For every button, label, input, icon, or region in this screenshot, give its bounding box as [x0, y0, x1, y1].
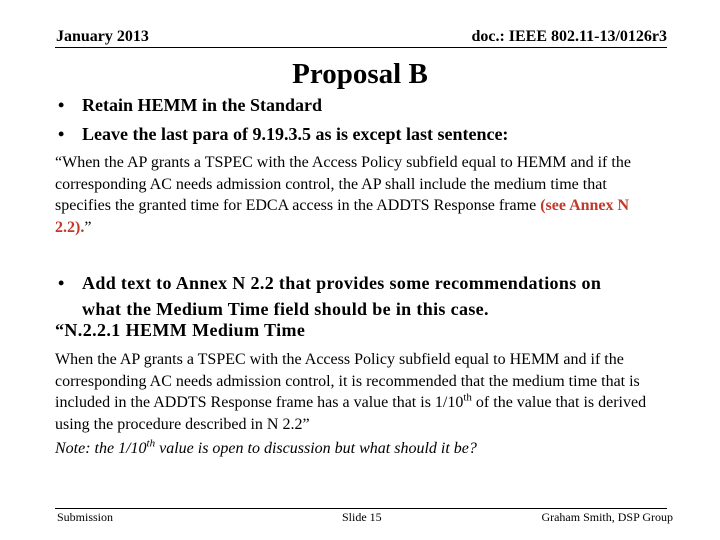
bullet-text: Leave the last para of 9.19.3.5 as is except last sentence: [82, 124, 509, 144]
header-doc-id: doc.: IEEE 802.11-13/0126r3 [471, 28, 667, 45]
footer-submission: Submission [57, 510, 114, 524]
bullet-text-line1: Add text to Annex N 2.2 that provides some recommendations on [82, 273, 602, 293]
quoted-paragraph-2 [55, 349, 655, 435]
quote-text: “When the AP grants a TSPEC with the Access Policy subfield equal to HEMM and if the corresponding AC needs admission control, the AP shall include the medium time that specifies the granted time for EDCA access in the ADDTS Response frame [55, 154, 631, 214]
header-divider [55, 47, 667, 48]
section-heading: “N.2.2.1 HEMM Medium Time [55, 320, 306, 340]
footer-author: Graham Smith, DSP Group [541, 510, 673, 524]
bullet-icon: • [58, 95, 65, 115]
note-post: value is open to discussion but what should it be? [155, 440, 477, 457]
footer-divider [55, 508, 667, 509]
quote-text: When the AP grants a TSPEC with the Access Policy subfield equal to HEMM and if the corresponding AC needs admission control, it is recommended that the medium time that is included in the ADDTS Response frame has a value that is 1/10 [55, 351, 640, 411]
superscript: th [146, 437, 156, 450]
note-pre: Note: the 1/10 [55, 440, 147, 457]
bullet-item-3 [58, 270, 668, 322]
slide-title: Proposal B [292, 58, 428, 90]
annex-reference: (see Annex N 2.2). [55, 197, 630, 236]
bullet-icon: • [58, 273, 65, 293]
quote-tail: of the value that is derived using the procedure described in N 2.2” [55, 394, 647, 433]
quote-close: ” [84, 218, 92, 236]
quoted-paragraph-1 [55, 152, 655, 238]
bullet-text-line2: what the Medium Time field should be in this case. [82, 299, 489, 319]
bullet-item-2 [58, 124, 508, 145]
bullet-item-1 [58, 95, 322, 116]
header-date: January 2013 [56, 28, 149, 45]
note-text [55, 437, 477, 458]
footer-slide-number: Slide 15 [342, 510, 382, 524]
superscript: th [463, 391, 472, 404]
bullet-text: Retain HEMM in the Standard [82, 95, 323, 115]
bullet-icon: • [58, 124, 65, 144]
